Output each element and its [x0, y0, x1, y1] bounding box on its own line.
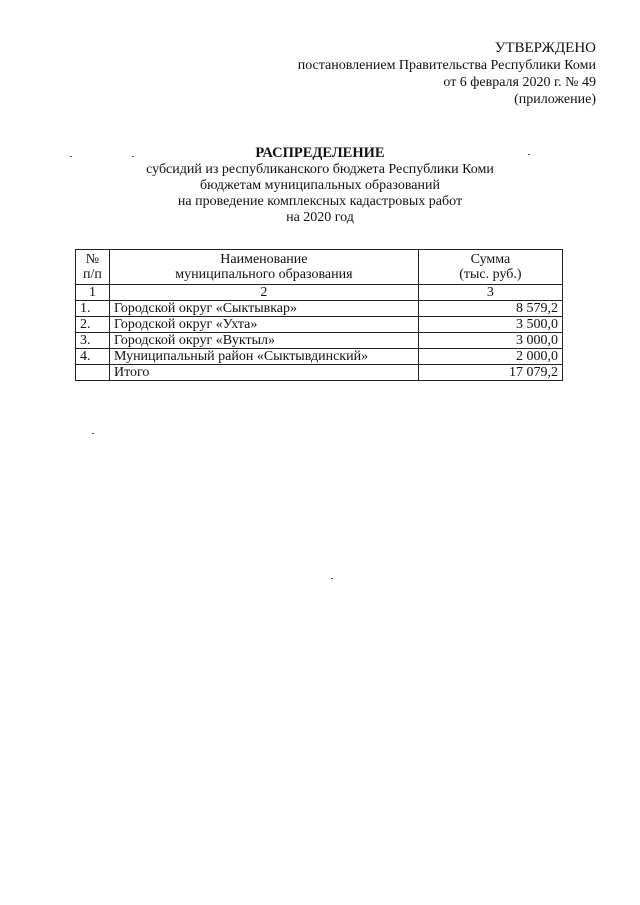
header-num-line1: № [85, 252, 100, 267]
scan-speck [132, 156, 134, 157]
total-num [76, 365, 110, 381]
scan-speck [92, 433, 94, 434]
header-name-line2: муниципального образования [175, 267, 353, 282]
heading-line-4: на 2020 год [286, 210, 354, 225]
row-name: Городской округ «Вуктыл» [109, 333, 418, 349]
row-num: 2. [76, 317, 110, 333]
table-row [76, 333, 563, 349]
document-heading [0, 145, 640, 226]
row-sum: 3 000,0 [418, 333, 562, 349]
column-number-cell: 2 [109, 285, 418, 301]
column-number-cell: 3 [418, 285, 562, 301]
row-name: Городской округ «Ухта» [109, 317, 418, 333]
row-name: Муниципальный район «Сыктывдинский» [109, 349, 418, 365]
row-sum: 3 500,0 [418, 317, 562, 333]
column-number-row [76, 285, 563, 301]
row-num: 1. [76, 301, 110, 317]
approval-line-decree: постановлением Правительства Республики Коми [297, 58, 596, 73]
heading-line-3: на проведение комплексных кадастровых работ [177, 194, 463, 209]
row-name: Городской округ «Сыктывкар» [109, 301, 418, 317]
scan-speck [331, 578, 333, 579]
column-number-cell: 1 [76, 285, 110, 301]
table-row [76, 301, 563, 317]
subsidy-table [75, 249, 563, 381]
total-label: Итого [109, 365, 418, 381]
approval-block [298, 40, 596, 108]
scan-speck [528, 154, 530, 155]
header-num-line2: п/п [83, 267, 102, 282]
header-sum-line1: Сумма [470, 252, 511, 267]
table-header-row [76, 250, 563, 285]
approval-line-appendix: (приложение) [514, 92, 596, 107]
heading-line-2: бюджетам муниципальных образований [200, 178, 440, 193]
row-sum: 8 579,2 [418, 301, 562, 317]
header-name [109, 250, 418, 285]
row-num: 4. [76, 349, 110, 365]
header-name-line1: Наименование [220, 252, 308, 267]
total-row [76, 365, 563, 381]
header-sum-line2: (тыс. руб.) [459, 267, 522, 282]
document-title: РАСПРЕДЕЛЕНИЕ [255, 145, 385, 161]
header-num [76, 250, 110, 285]
row-num: 3. [76, 333, 110, 349]
header-sum [418, 250, 562, 285]
table-row [76, 349, 563, 365]
total-sum: 17 079,2 [418, 365, 562, 381]
heading-line-1: субсидий из республиканского бюджета Республики Коми [146, 162, 494, 177]
row-sum: 2 000,0 [418, 349, 562, 365]
approval-stamp: УТВЕРЖДЕНО [494, 40, 596, 56]
scan-speck [70, 156, 72, 157]
approval-line-date: от 6 февраля 2020 г. № 49 [443, 75, 596, 90]
table-row [76, 317, 563, 333]
